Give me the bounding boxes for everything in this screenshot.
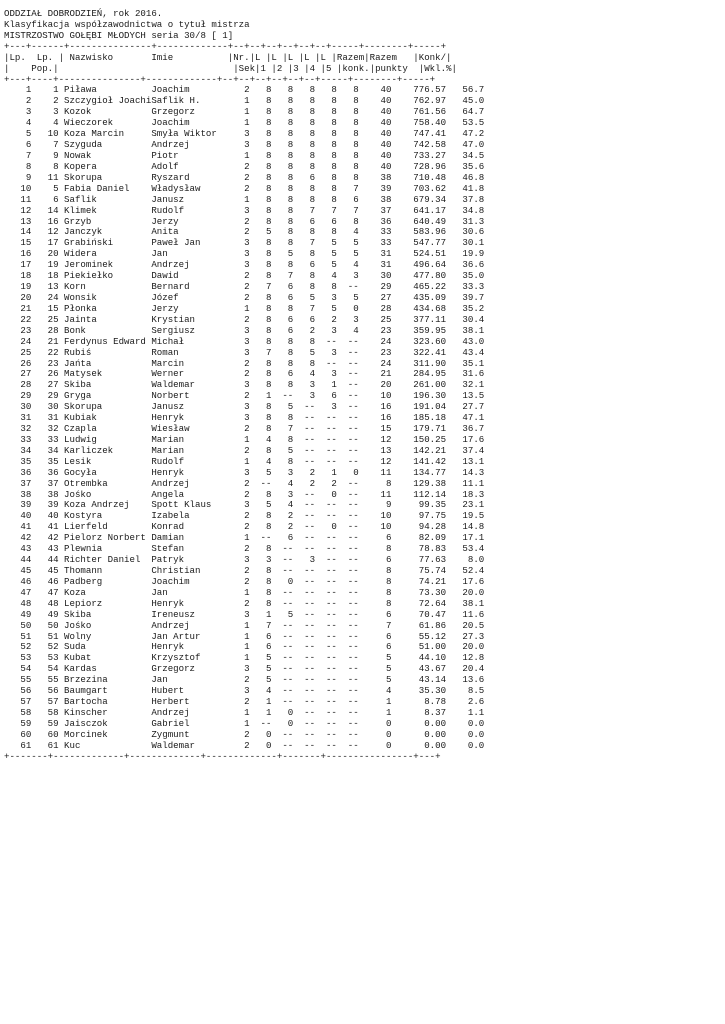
table-row: 39 39 Koza Andrzej Spott Klaus 3 5 4 -- -- -- 9 99.35 23.1 xyxy=(4,499,485,511)
table-row: 28 27 Skiba Waldemar 3 8 8 3 1 -- 20 261.00 32.1 xyxy=(4,379,485,391)
table-row: 56 56 Baumgart Hubert 3 4 -- -- -- -- 4 35.30 8.5 xyxy=(4,685,485,697)
table-row: 24 21 Ferdynus Edward Michał 3 8 8 8 -- -- 24 323.60 43.0 xyxy=(4,335,485,347)
table-row: 37 37 Otrembka Andrzej 2 -- 4 2 2 -- 8 129.38 11.1 xyxy=(4,477,485,489)
table-row: 1 1 Piława Joachim 2 8 8 8 8 8 40 776.57 56.7 xyxy=(4,84,485,96)
table-row: 36 36 Gocyła Henryk 3 5 3 2 1 0 11 134.77 14.3 xyxy=(4,466,485,478)
table-row: 45 45 Thomann Christian 2 8 -- -- -- -- 8 75.74 52.4 xyxy=(4,565,485,577)
table-row: 2 2 Szczygioł JoachiSaflik H. 1 8 8 8 8 8 40 762.97 45.0 xyxy=(4,95,485,107)
table-row: 5 10 Koza Marcin Smyła Wiktor 3 8 8 8 8 8 40 747.41 47.2 xyxy=(4,128,485,140)
table-row: 46 46 Padberg Joachim 2 8 0 -- -- -- 8 74.21 17.6 xyxy=(4,575,485,587)
table-row: 27 26 Matysek Werner 2 8 6 4 3 -- 21 284.95 31.6 xyxy=(4,368,485,380)
table-row: 19 13 Korn Bernard 2 7 6 8 8 -- 29 465.22 33.3 xyxy=(4,281,485,293)
table-row: 14 12 Janczyk Anita 2 5 8 8 8 4 33 583.96 30.6 xyxy=(4,226,485,238)
table-row: 50 50 Jośko Andrzej 1 7 -- -- -- -- 7 61.86 20.5 xyxy=(4,619,485,631)
table-row: 13 16 Grzyb Jerzy 2 8 8 6 6 8 36 640.49 31.3 xyxy=(4,215,485,227)
table-row: 44 44 Richter Daniel Patryk 3 3 -- 3 -- -- 6 77.63 8.0 xyxy=(4,554,485,566)
table-row: 20 24 Wonsik Józef 2 8 6 5 3 5 27 435.09 39.7 xyxy=(4,291,485,303)
document-subtitle: Klasyfikacja współzawodnictwa o tytuł mistrza xyxy=(4,18,250,30)
table-row: 48 48 Lepiorz Henryk 2 8 -- -- -- -- 8 72.64 38.1 xyxy=(4,597,485,609)
table-header-line-1: |Lp. Lp. | Nazwisko Imie |Nr.|L |L |L |L |L |Razem|Razem |Konk/| xyxy=(4,51,452,63)
table-row: 25 22 Rubiś Roman 3 7 8 5 3 -- 23 322.41 43.4 xyxy=(4,346,485,358)
table-row: 49 49 Skiba Ireneusz 3 1 5 -- -- -- 6 70.47 11.6 xyxy=(4,608,485,620)
table-row: 60 60 Morcinek Zygmunt 2 0 -- -- -- -- 0 0.00 0.0 xyxy=(4,728,485,740)
table-row: 47 47 Koza Jan 1 8 -- -- -- -- 8 73.30 20.0 xyxy=(4,586,485,598)
table-row: 26 23 Jańta Marcin 2 8 8 8 -- -- 24 311.90 35.1 xyxy=(4,357,485,369)
table-row: 6 7 Szyguda Andrzej 3 8 8 8 8 8 40 742.58 47.0 xyxy=(4,139,485,151)
table-row: 42 42 Pielorz Norbert Damian 1 -- 6 -- -- -- 6 82.09 17.1 xyxy=(4,532,485,544)
table-row: 32 32 Czapla Wiesław 2 8 7 -- -- -- 15 179.71 36.7 xyxy=(4,423,485,435)
table-row: 23 28 Bonk Sergiusz 3 8 6 2 3 4 23 359.95 38.1 xyxy=(4,324,485,336)
table-row: 35 35 Lesik Rudolf 1 4 8 -- -- -- 12 141.42 13.1 xyxy=(4,455,485,467)
document-title: ODDZIAŁ DOBRODZIEŃ, rok 2016. xyxy=(4,8,163,19)
table-row: 38 38 Jośko Angela 2 8 3 -- 0 -- 11 112.14 18.3 xyxy=(4,488,485,500)
table-rule-bottom: +-------+-------------+-------------+-------------+-------+----------------+---+ xyxy=(4,750,441,762)
table-row: 8 8 Kopera Adolf 2 8 8 8 8 8 40 728.96 35.6 xyxy=(4,160,485,172)
table-row: 54 54 Kardas Grzegorz 3 5 -- -- -- -- 5 43.67 20.4 xyxy=(4,663,485,675)
table-row: 52 52 Suda Henryk 1 6 -- -- -- -- 6 51.00 20.0 xyxy=(4,641,485,653)
table-row: 7 9 Nowak Piotr 1 8 8 8 8 8 40 733.27 34.5 xyxy=(4,149,485,161)
table-row: 55 55 Brzezina Jan 2 5 -- -- -- -- 5 43.14 13.6 xyxy=(4,674,485,686)
table-row: 18 18 Piekiełko Dawid 2 8 7 8 4 3 30 477.80 35.0 xyxy=(4,270,485,282)
table-row: 30 30 Skorupa Janusz 3 8 5 -- 3 -- 16 191.04 27.7 xyxy=(4,401,485,413)
table-row: 3 3 Kozok Grzegorz 1 8 8 8 8 8 40 761.56 64.7 xyxy=(4,106,485,118)
table-row: 41 41 Lierfeld Konrad 2 8 2 -- 0 -- 10 94.28 14.8 xyxy=(4,521,485,533)
table-row: 57 57 Bartocha Herbert 2 1 -- -- -- -- 1 8.78 2.6 xyxy=(4,696,485,708)
table-row: 40 40 Kostyra Izabela 2 8 2 -- -- -- 10 97.75 19.5 xyxy=(4,510,485,522)
table-row: 17 19 Jerominek Andrzej 3 8 8 6 5 4 31 496.64 36.6 xyxy=(4,259,485,271)
table-row: 11 6 Saflik Janusz 1 8 8 8 8 6 38 679.34 37.8 xyxy=(4,193,485,205)
table-row: 29 29 Gryga Norbert 2 1 -- 3 6 -- 10 196.30 13.5 xyxy=(4,390,485,402)
table-row: 34 34 Karliczek Marian 2 8 5 -- -- -- 13 142.21 37.4 xyxy=(4,444,485,456)
table-row: 33 33 Ludwig Marian 1 4 8 -- -- -- 12 150.25 17.6 xyxy=(4,433,485,445)
table-row: 9 11 Skorupa Ryszard 2 8 8 6 8 8 38 710.48 46.8 xyxy=(4,171,485,183)
table-row: 12 14 Klimek Rudolf 3 8 8 7 7 7 37 641.17 34.8 xyxy=(4,204,485,216)
table-row: 59 59 Jaisczok Gabriel 1 -- 0 -- -- -- 0 0.00 0.0 xyxy=(4,717,485,729)
table-row: 16 20 Widera Jan 3 8 5 8 5 5 31 524.51 19.9 xyxy=(4,248,485,260)
competition-title: MISTRZOSTWO GOŁĘBI MŁODYCH seria 30/8 [ 1] xyxy=(4,29,234,41)
table-header-line-2: | Pop.| |Sek|1 |2 |3 |4 |5 |konk.|punkty |Wkl.%| xyxy=(4,62,457,74)
table-rule-mid: +---+----+---------------+-------------+--+--+--+--+--+--+-----+--------+-----+ xyxy=(4,73,436,85)
table-row: 4 4 Wieczorek Joachim 1 8 8 8 8 8 40 758.40 53.5 xyxy=(4,117,485,129)
table-row: 22 25 Jainta Krystian 2 8 6 6 2 3 25 377.11 30.4 xyxy=(4,313,485,325)
table-row: 21 15 Płonka Jerzy 1 8 8 7 5 0 28 434.68 35.2 xyxy=(4,302,485,314)
table-row: 10 5 Fabia Daniel Władysław 2 8 8 8 8 7 39 703.62 41.8 xyxy=(4,182,485,194)
table-row: 31 31 Kubiak Henryk 3 8 8 -- -- -- 16 185.18 47.1 xyxy=(4,412,485,424)
results-table-body xyxy=(4,85,484,751)
table-row: 51 51 Wolny Jan Artur 1 6 -- -- -- -- 6 55.12 27.3 xyxy=(4,630,485,642)
table-rule-top: +---+------+---------------+-------------+--+--+--+--+--+--+-----+--------+-----+ xyxy=(4,40,447,52)
table-row: 61 61 Kuc Waldemar 2 0 -- -- -- -- 0 0.00 0.0 xyxy=(4,739,485,751)
table-row: 58 58 Kinscher Andrzej 1 1 0 -- -- -- 1 8.37 1.1 xyxy=(4,707,485,718)
table-row: 53 53 Kubat Krzysztof 1 5 -- -- -- -- 5 44.10 12.8 xyxy=(4,652,485,664)
table-row: 15 17 Grabiński Paweł Jan 3 8 8 7 5 5 33 547.77 30.1 xyxy=(4,237,485,249)
table-row: 43 43 Plewnia Stefan 2 8 -- -- -- -- 8 78.83 53.4 xyxy=(4,543,485,555)
results-document xyxy=(4,9,484,763)
